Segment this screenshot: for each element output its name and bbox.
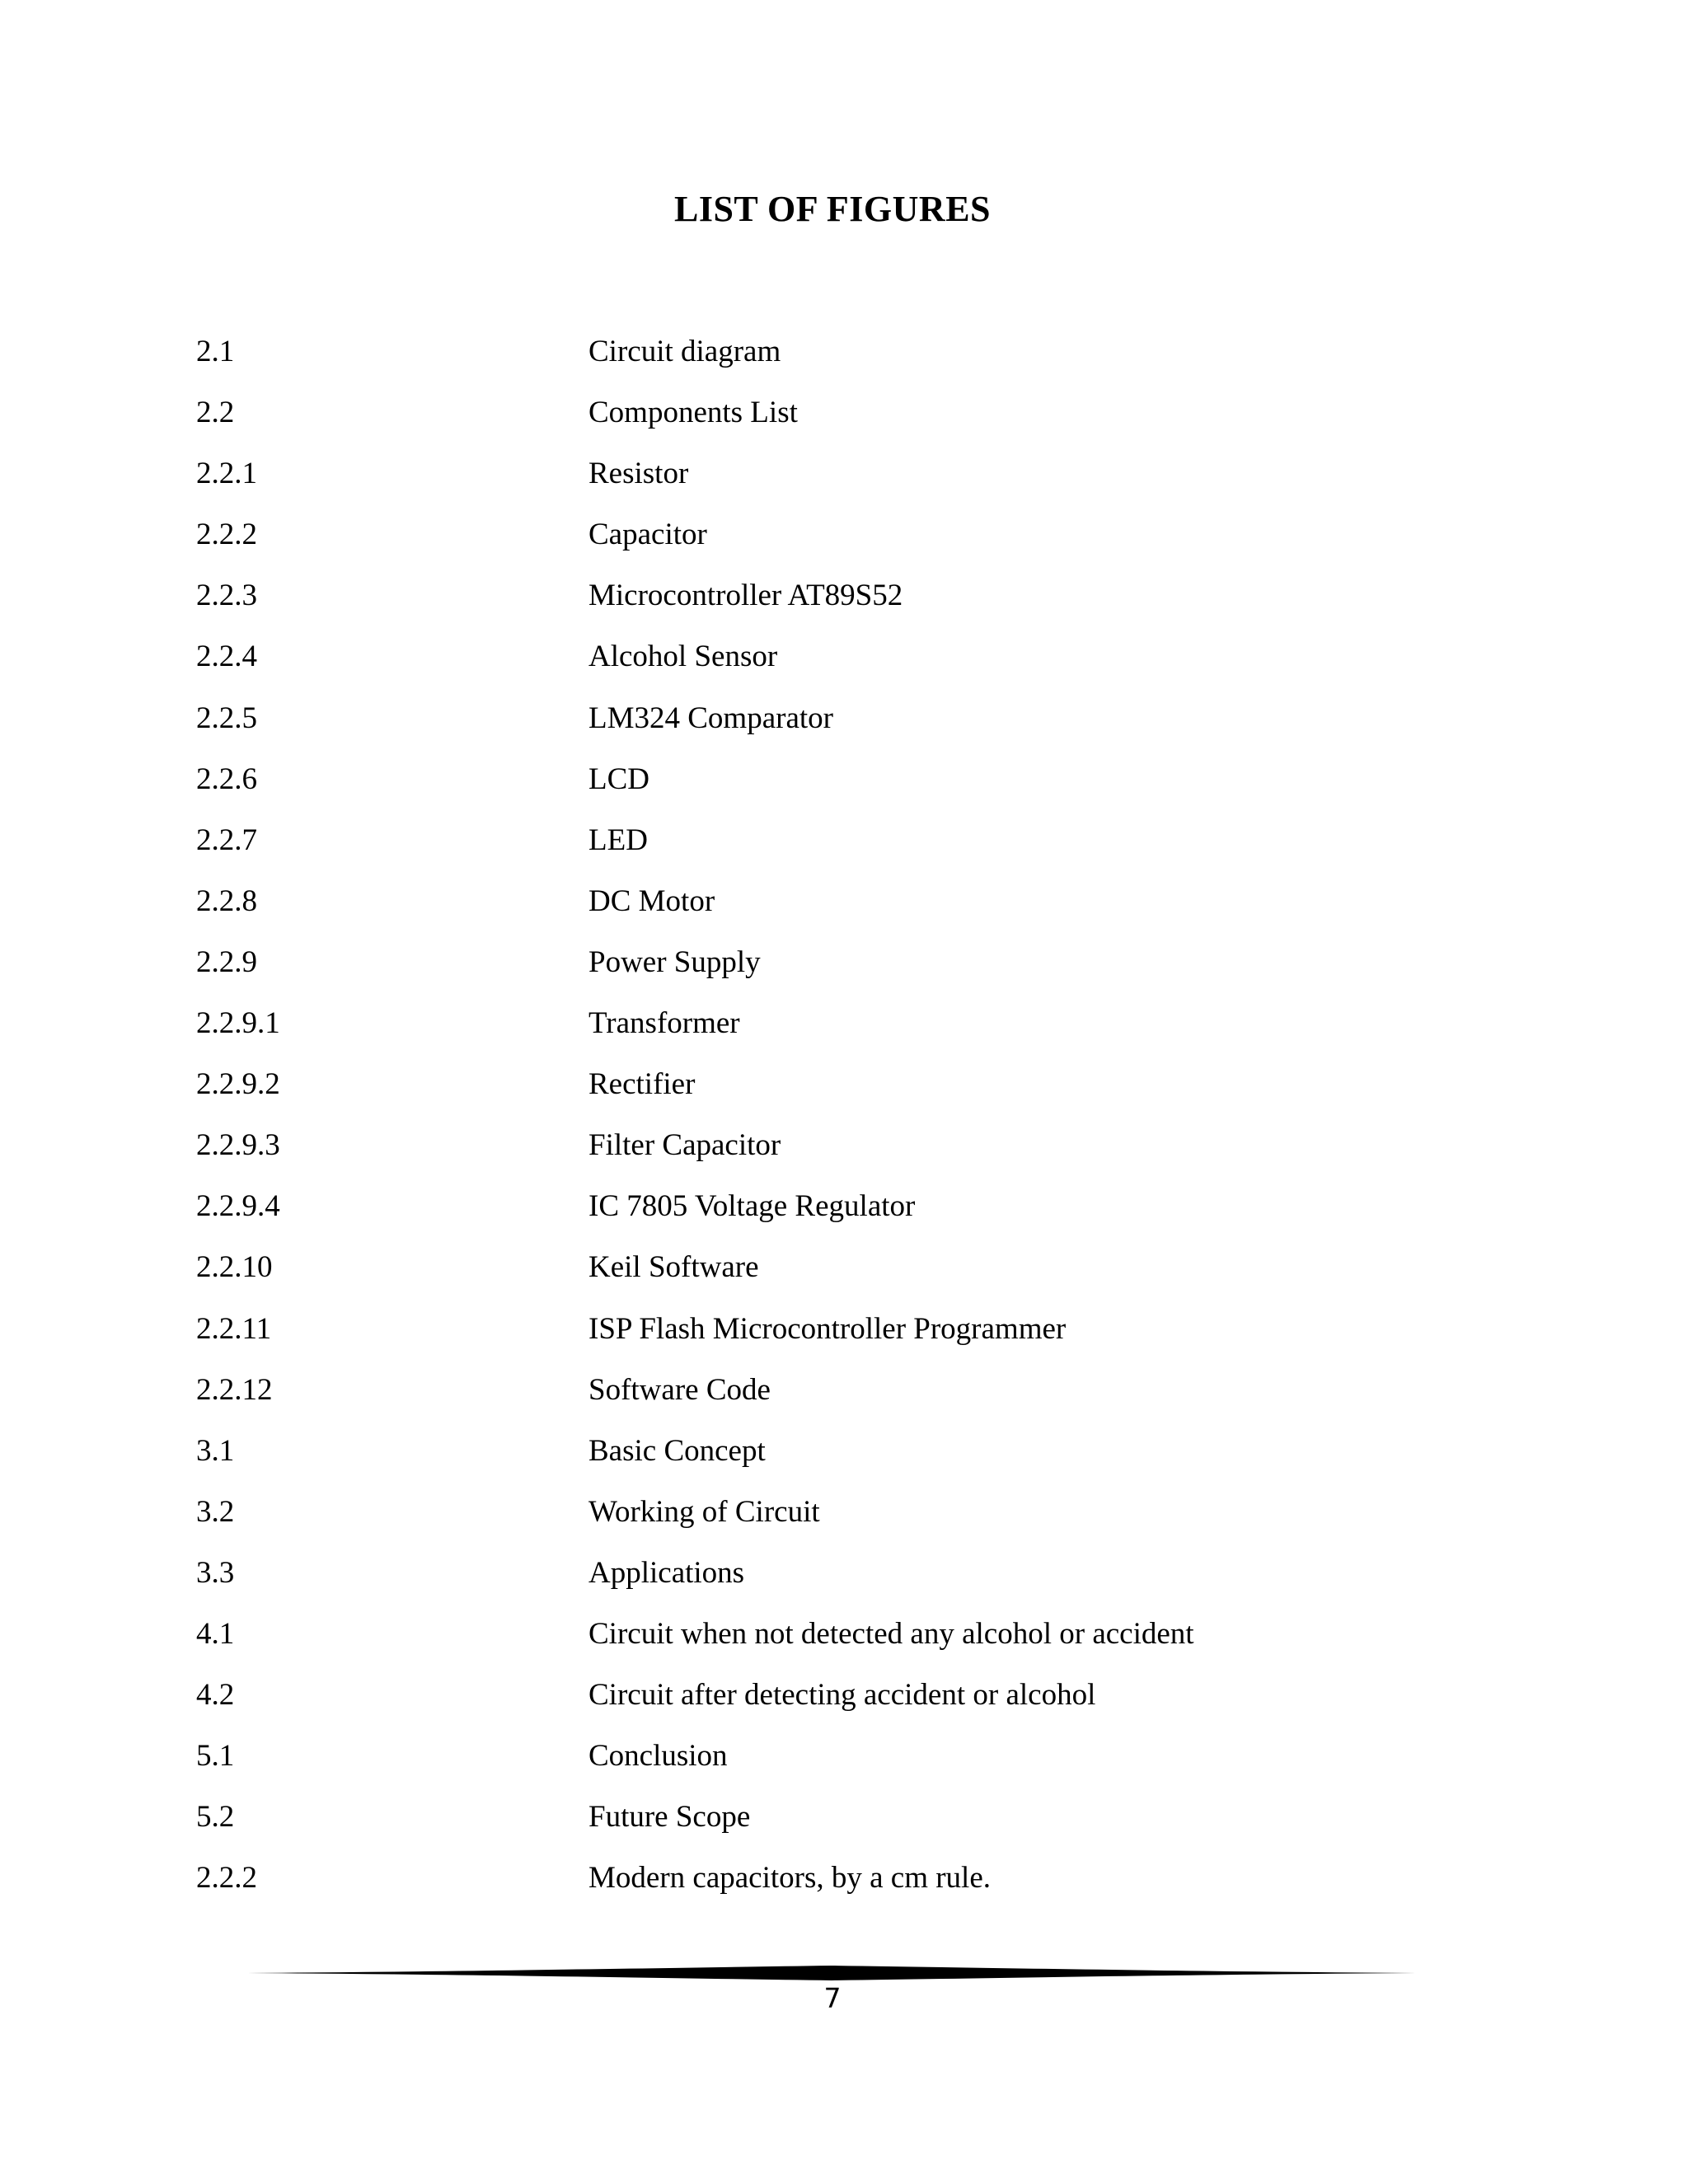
figure-label: Keil Software bbox=[588, 1250, 759, 1285]
figure-entry bbox=[0, 1372, 1688, 1433]
figure-entry bbox=[0, 1066, 1688, 1127]
figure-number: 2.2.9.2 bbox=[196, 1067, 280, 1102]
figure-label: LED bbox=[588, 823, 648, 857]
figure-label: IC 7805 Voltage Regulator bbox=[588, 1189, 916, 1224]
figure-entry bbox=[0, 1433, 1688, 1494]
figure-entry bbox=[0, 1494, 1688, 1555]
figure-label: Applications bbox=[588, 1555, 745, 1590]
figure-label: Circuit after detecting accident or alcohol bbox=[588, 1678, 1096, 1713]
figure-entry bbox=[0, 1677, 1688, 1738]
figure-label: Working of Circuit bbox=[588, 1494, 820, 1529]
figure-number: 2.2.9.3 bbox=[196, 1128, 280, 1163]
page-number: 7 bbox=[823, 1982, 842, 2014]
figure-number: 3.3 bbox=[196, 1555, 235, 1590]
figure-number: 5.2 bbox=[196, 1800, 235, 1835]
figure-number: 2.2.11 bbox=[196, 1311, 272, 1346]
figure-label: ISP Flash Microcontroller Programmer bbox=[588, 1311, 1067, 1346]
figure-label: Components List bbox=[588, 396, 798, 430]
figure-label: Software Code bbox=[588, 1372, 771, 1407]
figure-label: Transformer bbox=[588, 1006, 740, 1041]
figure-label: Alcohol Sensor bbox=[588, 640, 778, 674]
figure-entry bbox=[0, 456, 1688, 517]
figure-entry bbox=[0, 1188, 1688, 1249]
figure-entry bbox=[0, 944, 1688, 1005]
figure-label: Circuit when not detected any alcohol or accident bbox=[588, 1616, 1194, 1651]
figure-entry bbox=[0, 395, 1688, 456]
figure-entry bbox=[0, 883, 1688, 944]
figure-entry bbox=[0, 701, 1688, 762]
figure-label: Microcontroller AT89S52 bbox=[588, 579, 903, 613]
figure-entry bbox=[0, 578, 1688, 639]
figure-number: 2.2.10 bbox=[196, 1250, 273, 1285]
figure-label: Resistor bbox=[588, 457, 689, 491]
figure-number: 2.2.1 bbox=[196, 457, 257, 491]
figure-label: DC Motor bbox=[588, 883, 715, 918]
figure-number: 2.1 bbox=[196, 335, 235, 368]
figure-number: 2.2.7 bbox=[196, 823, 257, 857]
figure-entry bbox=[0, 1860, 1688, 1921]
figure-number: 2.2.4 bbox=[196, 640, 257, 674]
figure-number: 2.2.9.4 bbox=[196, 1189, 280, 1224]
figure-label: Conclusion bbox=[588, 1739, 728, 1774]
figure-number: 2.2.9 bbox=[196, 944, 257, 979]
figure-entry bbox=[0, 1616, 1688, 1677]
figure-label: Basic Concept bbox=[588, 1433, 766, 1468]
figure-number: 4.2 bbox=[196, 1678, 235, 1713]
figure-label: Capacitor bbox=[588, 518, 707, 552]
figure-entry bbox=[0, 1799, 1688, 1860]
figure-entry bbox=[0, 823, 1688, 883]
figure-entry bbox=[0, 334, 1688, 395]
footer-divider bbox=[247, 1964, 1416, 1982]
figure-list bbox=[0, 334, 1688, 1921]
figure-number: 2.2.12 bbox=[196, 1372, 273, 1407]
figure-entry bbox=[0, 1738, 1688, 1799]
figure-entry bbox=[0, 762, 1688, 823]
figure-entry bbox=[0, 517, 1688, 578]
figure-entry bbox=[0, 1311, 1688, 1372]
figure-label: Future Scope bbox=[588, 1800, 751, 1835]
figure-number: 3.1 bbox=[196, 1433, 235, 1468]
figure-entry bbox=[0, 1005, 1688, 1066]
figure-label: Modern capacitors, by a cm rule. bbox=[588, 1861, 992, 1896]
figure-number: 2.2.6 bbox=[196, 762, 257, 796]
figure-number: 3.2 bbox=[196, 1494, 235, 1529]
figure-number: 2.2.2 bbox=[196, 1861, 257, 1896]
figure-number: 4.1 bbox=[196, 1616, 235, 1651]
figure-label: Filter Capacitor bbox=[588, 1128, 781, 1163]
figure-number: 2.2.8 bbox=[196, 883, 257, 918]
figure-label: LM324 Comparator bbox=[588, 701, 833, 735]
figure-number: 2.2.3 bbox=[196, 579, 257, 613]
figure-number: 2.2.2 bbox=[196, 518, 257, 552]
figure-number: 2.2 bbox=[196, 396, 235, 430]
figure-entry bbox=[0, 1127, 1688, 1188]
figure-label: Power Supply bbox=[588, 944, 761, 979]
page-title: LIST OF FIGURES bbox=[673, 189, 992, 229]
figure-label: LCD bbox=[588, 762, 649, 796]
figure-entry bbox=[0, 639, 1688, 700]
figure-entry bbox=[0, 1555, 1688, 1616]
figure-number: 2.2.5 bbox=[196, 701, 257, 735]
figure-number: 2.2.9.1 bbox=[196, 1006, 280, 1041]
figure-entry bbox=[0, 1249, 1688, 1310]
figure-label: Rectifier bbox=[588, 1067, 696, 1102]
figure-label: Circuit diagram bbox=[588, 335, 781, 368]
figure-number: 5.1 bbox=[196, 1739, 235, 1774]
